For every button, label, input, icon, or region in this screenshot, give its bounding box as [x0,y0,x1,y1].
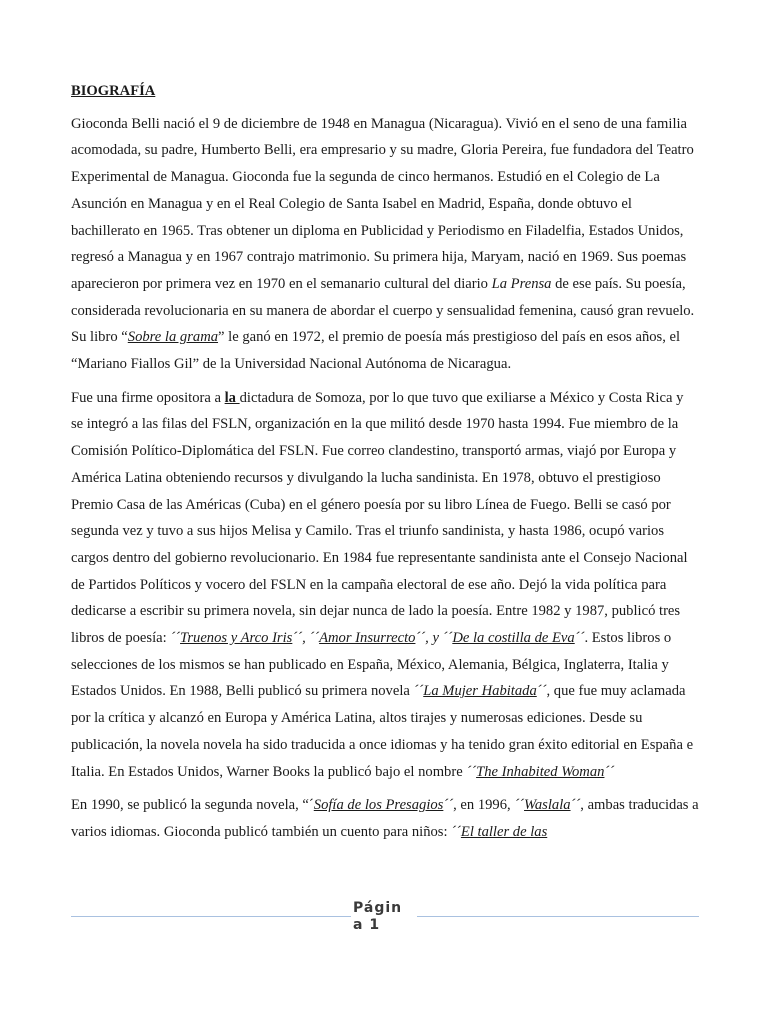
text-run: ” le ganó en 1972, el premio de poesía más prestigioso del país en esos años, el “Mariano Fiallos Gil” de la Universidad Nacional Autónoma de Nicaragua. [71,329,681,373]
text-run: , en 1996, [453,797,515,814]
book-link-truenos[interactable]: Truenos y Arco Iris [180,630,293,647]
newspaper-title: La Prensa [491,275,552,292]
quote-mark: ´´ [413,683,424,700]
book-link-sobre-la-grama[interactable]: Sobre la grama [127,329,219,346]
page-footer [71,900,699,940]
book-link-amor-insurrecto[interactable]: Amor Insurrecto [319,630,416,647]
paragraph-2 [71,385,699,786]
book-link-el-taller[interactable]: El taller de las [460,823,548,840]
quote-mark: ´´ [466,763,477,780]
quote-mark: ´´ [536,683,547,700]
quote-mark: ´´ [604,763,615,780]
quote-mark: ´´, ´´ [292,630,320,647]
emphasized-word: la [224,389,240,406]
quote-mark: ´´ [514,797,525,814]
paragraph-1 [71,111,699,378]
quote-mark: ´´ [170,630,181,647]
text-run: de ese país. Su poesía, considerada revolucionaria en su manera de abordar el cuerpo y sensualidad femenina, causó gran revuelo. Su libro “ [71,275,695,346]
book-link-costilla-de-eva[interactable]: De la costilla de Eva [452,630,575,647]
quote-mark: ´´ [443,797,454,814]
document-body [71,78,699,853]
quote-mark: ´´ [451,823,461,840]
text-run: , que fue muy aclamada por la crítica y alcanzó en Europa y América Latina, altos tirajes y numerosas ediciones. Desde su publicación, la novela novela ha sido traducida a once idiomas y ha tenido gran éxito editorial en España e Italia. En Estados Unidos, Warner Books la publicó bajo el nombre [71,683,694,780]
footer-rule-right [417,916,699,917]
text-run: , ambas traducidas a varios idiomas. Gioconda publicó también un cuento para niños: [71,797,699,840]
text-run: dictadura de Somoza, por lo que tuvo que exiliarse a México y Costa Rica y se integró a las filas del FSLN, organización en la que militó desde 1970 hasta 1994. Fue miembro de la Comisión Político-Diplomática del FSLN. Fue correo clandestino, transportó armas, viajó por Europa y América Latina obteniendo recursos y divulgando la lucha sandinista. En 1978, obtuvo el prestigioso Premio Casa de las Américas (Cuba) en el género poesía por su libro Línea de Fuego. Belli se casó por segunda vez y tuvo a sus hijos Melisa y Camilo. Tras el triunfo sandinista, y hasta 1986, ocupó varios cargos dentro del gobierno revolucionario. En 1984 fue representante sandinista ante el Consejo Nacional de Partidos Políticos y vocero del FSLN en la campaña electoral de ese año. Dejó la vida política para dedicarse a escribir su primera novela, sin dejar nunca de lado la poesía. Entre 1982 y 1987, publicó tres libros de poesía: [71,389,688,647]
quote-mark: ´´ [574,630,585,647]
text-run: Fue una firme opositora a [71,389,225,406]
section-heading: BIOGRAFÍA [71,83,156,99]
book-link-mujer-habitada[interactable]: La Mujer Habitada [423,683,537,700]
text-run: . Estos libros o selecciones de los mismos se han publicado en España, México, Alemania, Bélgica, Inglaterra, Italia y Estados Unidos. En 1988, Belli publicó su primera novela [71,630,672,700]
text-run: En 1990, se publicó la segunda novela, “´ [71,797,314,814]
paragraph-3 [71,792,699,845]
book-link-waslala[interactable]: Waslala [524,797,571,814]
page-label-line-2: a 1 [353,917,381,933]
page-number [353,900,417,934]
book-link-inhabited-woman[interactable]: The Inhabited Woman [476,763,605,780]
quote-mark: ´´, y ´´ [415,630,453,647]
text-run: Gioconda Belli nació el 9 de diciembre de 1948 en Managua (Nicaragua). Vivió en el seno de una familia acomodada, su padre, Humberto Belli, era empresario y su madre, Gloria Pereira, fue fundadora del Teatro Experimental de Managua. Gioconda fue la segunda de cinco hermanos. Estudió en el Colegio de La Asunción en Managua y en el Real Colegio de Santa Isabel en Madrid, España, donde obtuvo el bachillerato en 1965. Tras obtener un diploma en Publicidad y Periodismo en Filadelfia, Estados Unidos, regresó a Managua y en 1967 contrajo matrimonio. Su primera hija, Maryam, nació en 1969. Sus poemas aparecieron por primera vez en 1970 en el semanario cultural del diario [71,115,694,292]
footer-rule-left [71,916,351,917]
quote-mark: ´´ [570,797,581,814]
page-label-line-1: Págin [353,900,403,916]
book-link-sofia[interactable]: Sofía de los Presagios [313,797,444,814]
